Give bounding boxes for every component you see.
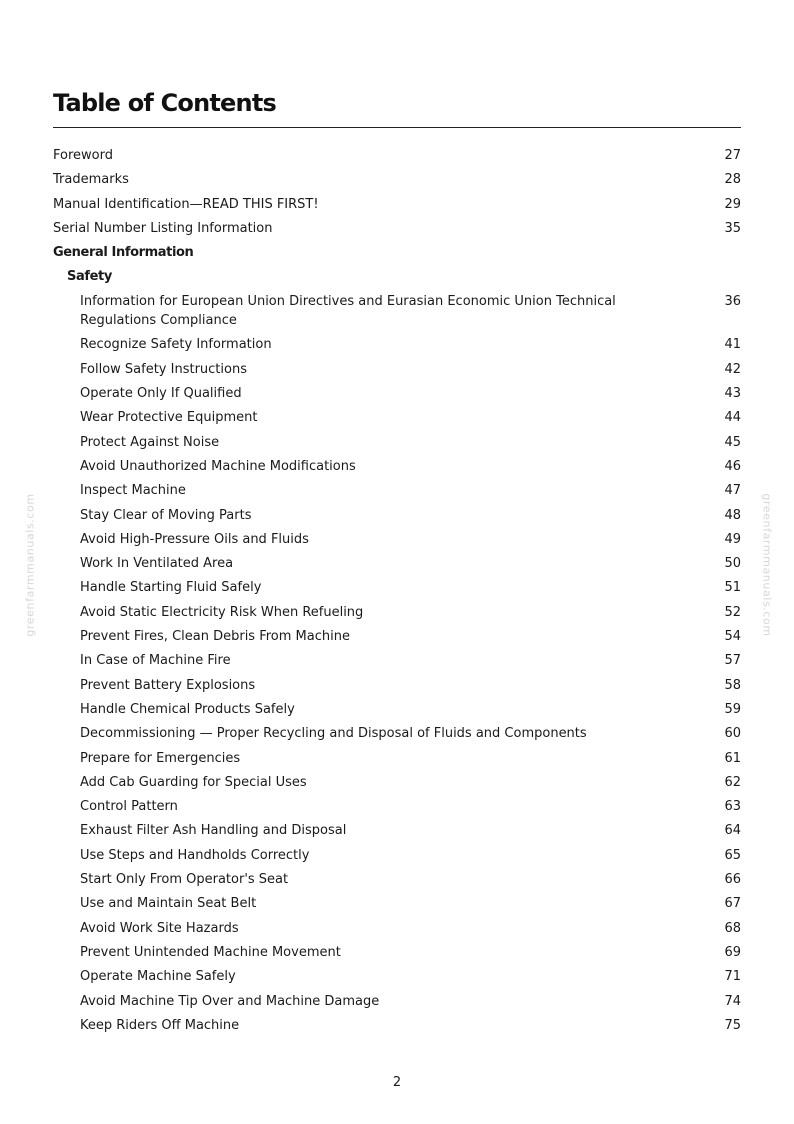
toc-entry[interactable] — [53, 195, 741, 214]
toc-entry[interactable] — [53, 919, 741, 938]
toc-entry[interactable] — [53, 894, 741, 913]
toc-entry-page: 62 — [724, 774, 741, 790]
toc-entry[interactable] — [53, 773, 741, 792]
toc-entry-title: Prepare for Emergencies — [80, 750, 241, 766]
toc-entry-title: Stay Clear of Moving Parts — [80, 507, 252, 523]
toc-entry-page: 42 — [724, 361, 741, 377]
toc-entry[interactable] — [53, 870, 741, 889]
toc-entry[interactable] — [53, 651, 741, 670]
toc-entry-page: 43 — [724, 386, 741, 402]
toc-entry-title: Operate Only If Qualified — [80, 386, 242, 402]
toc-entry-title: Exhaust Filter Ash Handling and Disposal — [80, 823, 347, 839]
toc-entry-page: 54 — [724, 629, 741, 645]
toc-entry-page: 52 — [724, 604, 741, 620]
title-divider — [53, 127, 741, 128]
toc-entry-page: 48 — [724, 507, 741, 523]
toc-entry[interactable] — [53, 146, 741, 165]
toc-entry-title: Prevent Battery Explosions — [80, 677, 256, 693]
toc-entry[interactable] — [53, 335, 741, 354]
toc-entry-title: Prevent Fires, Clean Debris From Machine — [80, 629, 350, 645]
toc-entry-title: Work In Ventilated Area — [80, 556, 234, 572]
toc-entry-title: Follow Safety Instructions — [80, 361, 247, 377]
toc-entry-title: Inspect Machine — [80, 483, 186, 499]
toc-entry[interactable] — [53, 530, 741, 549]
toc-entry-title: Use Steps and Handholds Correctly — [80, 847, 310, 863]
toc-entry-title: Handle Starting Fluid Safely — [80, 580, 262, 596]
toc-entry[interactable] — [53, 749, 741, 768]
toc-entry-title: Foreword — [53, 148, 113, 163]
toc-entry-title: Start Only From Operator's Seat — [80, 872, 289, 888]
toc-entry-page: 63 — [724, 799, 741, 815]
toc-entry[interactable] — [53, 219, 741, 238]
toc-entry-title: Decommissioning — Proper Recycling and Disposal of Fluids and Components — [80, 726, 587, 742]
toc-entry-title: Prevent Unintended Machine Movement — [80, 944, 341, 960]
toc-entry-title: In Case of Machine Fire — [80, 653, 231, 669]
toc-entry-title: Safety — [67, 269, 112, 285]
toc-entry-title: Avoid Work Site Hazards — [80, 920, 239, 936]
toc-section-heading — [53, 243, 741, 262]
toc-entry-page: 47 — [724, 483, 741, 499]
toc-entry[interactable] — [53, 603, 741, 622]
toc-entry-page: 68 — [724, 920, 741, 936]
watermark-left: greenfarmmanuals.com — [23, 493, 37, 637]
toc-entry-page: 59 — [724, 701, 741, 717]
toc-entry[interactable] — [53, 481, 741, 500]
toc-entry[interactable] — [53, 797, 741, 816]
toc-entry-page: 50 — [724, 556, 741, 572]
toc-entry-title: Serial Number Listing Information — [53, 220, 273, 236]
toc-entry-page: 28 — [724, 172, 741, 188]
toc-entry-title: Avoid High-Pressure Oils and Fluids — [80, 531, 309, 547]
toc-entry-title: Wear Protective Equipment — [80, 410, 258, 426]
toc-entry-title: Handle Chemical Products Safely — [80, 701, 295, 717]
toc-entry-page: 74 — [724, 993, 741, 1009]
toc-entry-page: 29 — [724, 196, 741, 212]
toc-entry-page: 69 — [724, 944, 741, 960]
toc-entry-page: 36 — [724, 293, 741, 309]
toc-entry[interactable] — [53, 724, 741, 743]
toc-entry-page: 65 — [724, 847, 741, 863]
toc-entry-title: Operate Machine Safely — [80, 969, 236, 985]
watermark-right: greenfarmmanuals.com — [760, 493, 774, 637]
toc-entry-title: Avoid Static Electricity Risk When Refueling — [80, 604, 364, 620]
toc-entry-page: 45 — [724, 434, 741, 450]
toc-entry[interactable] — [53, 408, 741, 427]
toc-entry-page: 60 — [724, 726, 741, 742]
toc-entry[interactable] — [53, 1016, 741, 1035]
toc-entry-title: Add Cab Guarding for Special Uses — [80, 774, 307, 790]
toc-entry[interactable] — [53, 627, 741, 646]
toc-entry-title: Avoid Unauthorized Machine Modifications — [80, 458, 356, 474]
toc-entry[interactable] — [53, 292, 741, 331]
toc-entry[interactable] — [53, 700, 741, 719]
toc-entry[interactable] — [53, 384, 741, 403]
toc-entry-title: Trademarks — [53, 172, 129, 188]
toc-entry-page: 35 — [724, 220, 741, 236]
toc-entry[interactable] — [53, 992, 741, 1011]
toc-entry[interactable] — [53, 846, 741, 865]
toc-entry-page: 61 — [724, 750, 741, 766]
toc-entry-title: Control Pattern — [80, 799, 178, 815]
toc-entry-page: 58 — [724, 677, 741, 693]
toc-entry-title: Use and Maintain Seat Belt — [80, 896, 257, 912]
toc-entry[interactable] — [53, 506, 741, 525]
toc-entry-page: 64 — [724, 823, 741, 839]
toc-entry[interactable] — [53, 170, 741, 189]
toc-entry[interactable] — [53, 578, 741, 597]
toc-entry-page: 49 — [724, 531, 741, 547]
toc-entry[interactable] — [53, 433, 741, 452]
page-number: 2 — [392, 1075, 402, 1090]
toc-entry-page: 66 — [724, 872, 741, 888]
page-title: Table of Contents — [53, 89, 276, 117]
toc-entry-title: Avoid Machine Tip Over and Machine Damage — [80, 993, 380, 1009]
toc-entry-page: 51 — [724, 580, 741, 596]
toc-entry-title: Protect Against Noise — [80, 434, 220, 450]
toc-entry-title: Manual Identification—READ THIS FIRST! — [53, 196, 319, 212]
toc-entry-page: 57 — [724, 653, 741, 669]
toc-entry-page: 67 — [724, 896, 741, 912]
toc-entry-page: 71 — [724, 969, 741, 985]
toc-list — [53, 146, 741, 1040]
toc-entry-title: Recognize Safety Information — [80, 337, 272, 353]
toc-entry-page: 75 — [724, 1017, 741, 1033]
toc-entry-page: 46 — [724, 458, 741, 474]
toc-entry[interactable] — [53, 360, 741, 379]
toc-entry[interactable] — [53, 676, 741, 695]
toc-entry-page: 44 — [724, 410, 741, 426]
toc-entry-page: 27 — [724, 148, 741, 163]
toc-entry[interactable] — [53, 967, 741, 986]
toc-entry-title: Information for European Union Directives and Eurasian Economic Union Technical Regulations Compliance — [80, 293, 616, 329]
toc-entry-page: 41 — [724, 337, 741, 353]
toc-entry-title: Keep Riders Off Machine — [80, 1017, 240, 1033]
toc-entry[interactable] — [53, 554, 741, 573]
toc-entry[interactable] — [53, 821, 741, 840]
toc-entry-title: General Information — [53, 245, 194, 261]
toc-entry[interactable] — [53, 943, 741, 962]
toc-section-heading — [53, 267, 741, 286]
toc-entry[interactable] — [53, 457, 741, 476]
